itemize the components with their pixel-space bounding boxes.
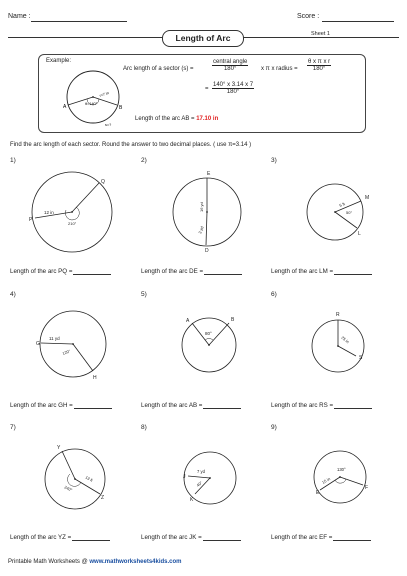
- figure-9: [314, 451, 368, 503]
- answer-row: [271, 533, 371, 541]
- problem-number: 9): [271, 424, 277, 431]
- answer-row: [271, 267, 372, 275]
- figure-6: [312, 312, 364, 372]
- fig4-angle: 120°: [61, 348, 72, 356]
- figure-8: [183, 452, 236, 504]
- answer-label: Length of the arc DE =: [141, 268, 204, 275]
- fig4-p2: H: [93, 375, 97, 381]
- fig9-p2: F: [365, 485, 369, 491]
- fig2-p2: D: [205, 248, 209, 254]
- fig3-angle: 50°: [346, 210, 353, 215]
- figure-2: [173, 171, 241, 254]
- fig1-p2: Q: [101, 179, 105, 185]
- answer-label: Length of the arc GH =: [10, 402, 73, 409]
- fig2-p1: E: [207, 171, 211, 177]
- answer-blank[interactable]: [73, 267, 111, 275]
- fig5-p1: A: [186, 318, 190, 324]
- fig5-angle: 80°: [205, 331, 212, 336]
- answer-blank[interactable]: [203, 533, 241, 541]
- frac-180-b: 180°: [312, 66, 326, 72]
- svg-text:s=?: s=?: [105, 123, 112, 127]
- example-label: Example:: [46, 58, 72, 64]
- fig3-radius: 5 ft: [338, 201, 346, 208]
- answer-label: Length of the arc RS =: [271, 402, 334, 409]
- problem-number: 5): [141, 291, 147, 298]
- sheet-label: Sheet 1: [311, 31, 330, 37]
- fig2-angle: 3 yd: [197, 225, 205, 235]
- answer-blank[interactable]: [333, 533, 371, 541]
- fig6-radius: 25 in: [340, 334, 351, 345]
- fig3-p1: M: [365, 195, 370, 201]
- answer-label: Length of the arc EF =: [271, 534, 333, 541]
- answer-label: Length of the arc YZ =: [10, 534, 72, 541]
- fig4-p1: G: [36, 341, 40, 347]
- footer-link[interactable]: www.mathworksheets4kids.com: [89, 559, 182, 565]
- answer-blank[interactable]: [334, 267, 372, 275]
- answer-row: [10, 267, 111, 275]
- fig6-p2: S: [359, 355, 363, 361]
- answer-row: [271, 401, 372, 409]
- frac-theta-pi-r: θ x π x r: [308, 59, 331, 65]
- figure-4: [36, 311, 106, 381]
- fig5-p2: B: [231, 317, 235, 323]
- footer: [8, 559, 182, 565]
- answer-row: [141, 267, 242, 275]
- answer-blank[interactable]: [204, 267, 242, 275]
- frac-step2-num: 140° x 3.14 x 7: [213, 82, 254, 88]
- fig1-p1: P: [29, 217, 33, 223]
- fig9-angle: 130°: [337, 467, 346, 472]
- answer-row: [141, 533, 241, 541]
- figure-1: [29, 172, 112, 252]
- answer-row: [10, 401, 112, 409]
- fig7-p1: Y: [57, 445, 61, 451]
- fig9-radius: 15 in: [321, 476, 332, 485]
- answer-blank[interactable]: [334, 401, 372, 409]
- answer-row: [10, 533, 110, 541]
- fig6-p1: R: [336, 312, 340, 318]
- fig1-angle: 210°: [68, 221, 77, 226]
- answer-blank[interactable]: [72, 533, 110, 541]
- figure-5: [182, 317, 236, 372]
- result-label: Length of the arc AB =: [135, 116, 195, 122]
- svg-text:B: B: [119, 105, 123, 111]
- fig1-radius: 12 in: [44, 210, 54, 215]
- fig8-angle: 40°: [195, 480, 204, 488]
- frac-central-angle: central angle: [213, 59, 248, 65]
- svg-text:A: A: [63, 104, 67, 110]
- fig7-p2: Z: [101, 495, 105, 501]
- problem-number: 8): [141, 424, 147, 431]
- figure-3: [307, 184, 369, 240]
- fig7-angle: 240°: [63, 484, 74, 493]
- footer-text: Printable Math Worksheets @: [8, 559, 88, 565]
- formula-step2-eq: =: [205, 86, 209, 92]
- svg-text:θ=140°: θ=140°: [85, 102, 98, 106]
- frac-step2-den: 180°: [226, 89, 240, 95]
- fig7-radius: 13 ft: [84, 474, 94, 483]
- frac-180: 180°: [223, 66, 237, 72]
- name-label: Name :: [8, 13, 31, 20]
- fig3-p2: L: [358, 231, 361, 237]
- answer-label: Length of the arc PQ =: [10, 268, 73, 275]
- problem-number: 4): [10, 291, 16, 298]
- problem-number: 7): [10, 424, 16, 431]
- fig8-p1: J: [183, 474, 186, 480]
- answer-label: Length of the arc LM =: [271, 268, 334, 275]
- answer-label: Length of the arc AB =: [141, 402, 203, 409]
- problem-number: 2): [141, 157, 147, 164]
- problem-number: 1): [10, 157, 16, 164]
- answer-row: [141, 401, 241, 409]
- fig8-p2: K: [190, 497, 194, 503]
- problem-number: 6): [271, 291, 277, 298]
- fig4-radius: 11 yd: [49, 336, 60, 341]
- fig8-radius: 7 yd: [197, 469, 205, 474]
- page-title: Length of Arc: [162, 30, 244, 47]
- answer-blank[interactable]: [203, 401, 241, 409]
- answer-blank[interactable]: [74, 401, 112, 409]
- result-value: 17.10 in: [196, 116, 219, 122]
- formula-times: x π x radius =: [261, 66, 298, 72]
- problem-number: 3): [271, 157, 277, 164]
- fig9-p1: E: [316, 490, 320, 496]
- svg-text:r=7 in: r=7 in: [99, 91, 110, 98]
- formula-prefix: Arc length of a sector (s) =: [123, 66, 194, 72]
- answer-label: Length of the arc JK =: [141, 534, 202, 541]
- figure-7: [45, 445, 105, 509]
- fig2-radius: 16 yd: [199, 202, 204, 212]
- instructions: Find the arc length of each sector. Round the answer to two decimal places. ( use π=3.14 ): [10, 142, 252, 148]
- score-label: Score :: [297, 13, 320, 20]
